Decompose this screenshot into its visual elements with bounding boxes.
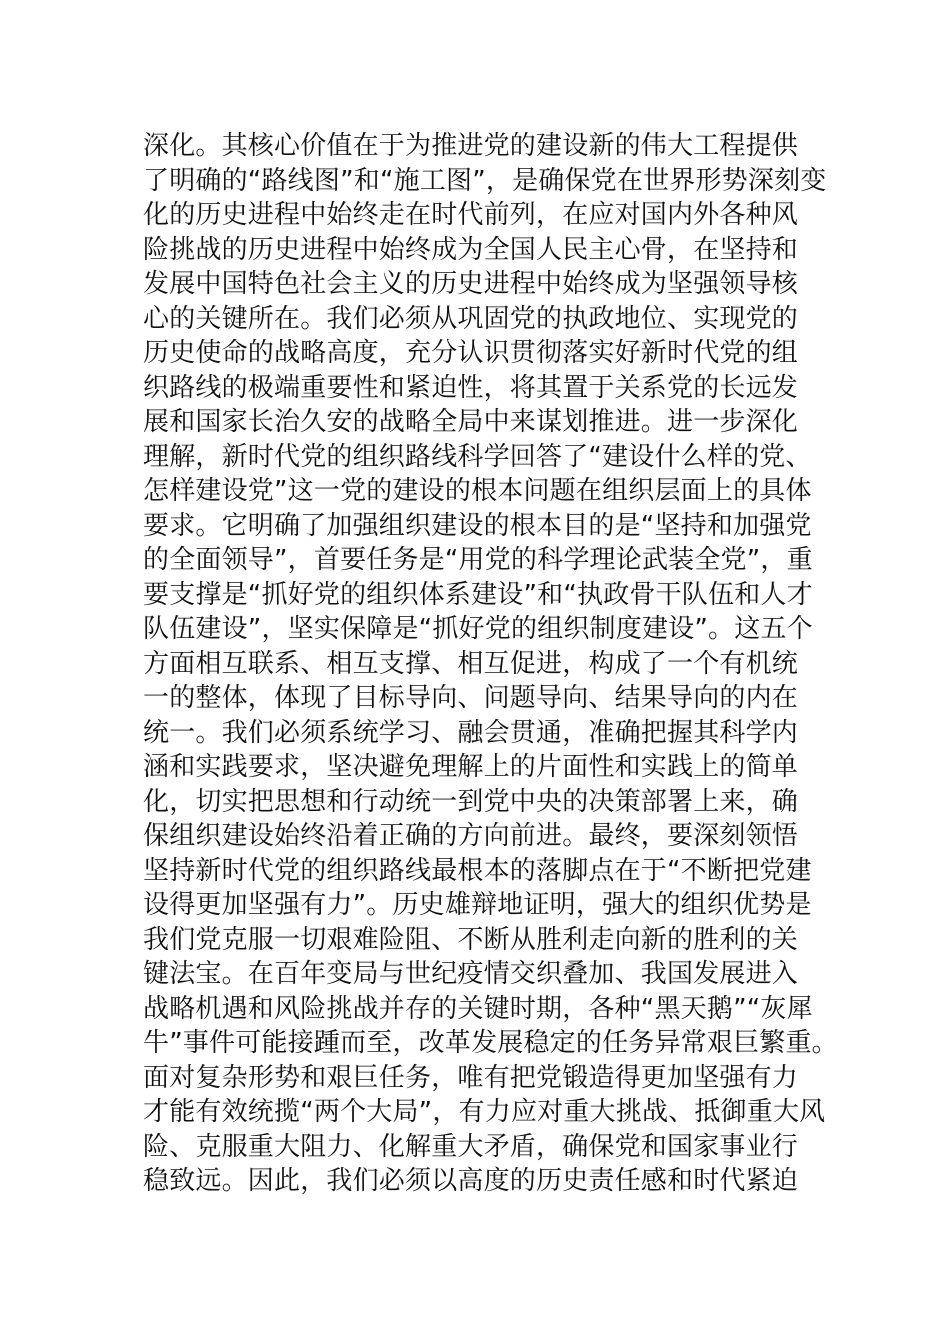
text-line: 战略机遇和风险挑战并存的关键时期，各种“黑天鹅”“灰犀 [143,993,813,1024]
text-line: 队伍建设”，坚实保障是“抓好党的组织制度建设”。这五个 [143,614,813,644]
text-line: 坚持新时代党的组织路线最根本的落脚点在于“不断把党建 [143,855,812,886]
text-line: 织路线的极端重要性和紧迫性，将其置于关系党的长远发 [143,372,799,403]
text-line: 一的整体，体现了目标导向、问题导向、结果导向的内在 [143,683,799,713]
text-line: 才能有效统揽“两个大局”，有力应对重大挑战、抵御重大风 [143,1097,826,1127]
text-line: 化，切实把思想和行动统一到党中央的决策部署上来，确 [143,786,799,817]
text-line: 历史使命的战略高度，充分认识贯彻落实好新时代党的组 [143,338,799,368]
text-line: 理解，新时代党的组织路线科学回答了“建设什么样的党、 [143,441,812,472]
text-line: 展和国家长治久安的战略全局中来谋划推进。进一步深化 [143,407,799,437]
text-line: 怎样建设党”这一党的建设的根本问题在组织层面上的具体 [143,476,812,506]
text-line: 险挑战的历史进程中始终成为全国人民主心骨，在坚持和 [143,234,799,265]
text-line: 面对复杂形势和艰巨任务，唯有把党锻造得更加坚强有力 [143,1062,799,1093]
text-line: 保组织建设始终沿着正确的方向前进。最终，要深刻领悟 [143,821,799,851]
text-line: 深化。其核心价值在于为推进党的建设新的伟大工程提供 [143,131,799,161]
text-line: 方面相互联系、相互支撑、相互促进，构成了一个有机统 [143,648,799,679]
text-line: 化的历史进程中始终走在时代前列，在应对国内外各种风 [143,200,799,230]
text-line: 键法宝。在百年变局与世纪疫情交织叠加、我国发展进入 [143,959,799,989]
text-line: 要求。它明确了加强组织建设的根本目的是“坚持和加强党 [143,510,812,541]
text-line: 涵和实践要求，坚决避免理解上的片面性和实践上的简单 [143,752,799,782]
text-line: 设得更加坚强有力”。历史雄辩地证明，强大的组织优势是 [143,890,812,920]
text-line: 我们党克服一切艰难险阻、不断从胜利走向新的胜利的关 [143,924,799,955]
text-line: 稳致远。因此，我们必须以高度的历史责任感和时代紧迫 [143,1166,799,1196]
text-line: 险、克服重大阻力、化解重大矛盾，确保党和国家事业行 [143,1131,799,1162]
text-line: 统一。我们必须系统学习、融会贯通，准确把握其科学内 [143,717,799,748]
text-line: 牛”事件可能接踵而至，改革发展稳定的任务异常艰巨繁重。 [143,1028,838,1058]
text-line: 心的关键所在。我们必须从巩固党的执政地位、实现党的 [143,303,799,334]
text-line: 发展中国特色社会主义的历史进程中始终成为坚强领导核 [143,269,799,299]
text-line: 要支撑是“抓好党的组织体系建设”和“执政骨干队伍和人才 [143,579,813,610]
body-text [143,129,843,1199]
text-line: 了明确的“路线图”和“施工图”，是确保党在世界形势深刻变 [143,165,827,196]
text-line: 的全面领导”，首要任务是“用党的科学理论武装全党”，重 [143,545,813,575]
